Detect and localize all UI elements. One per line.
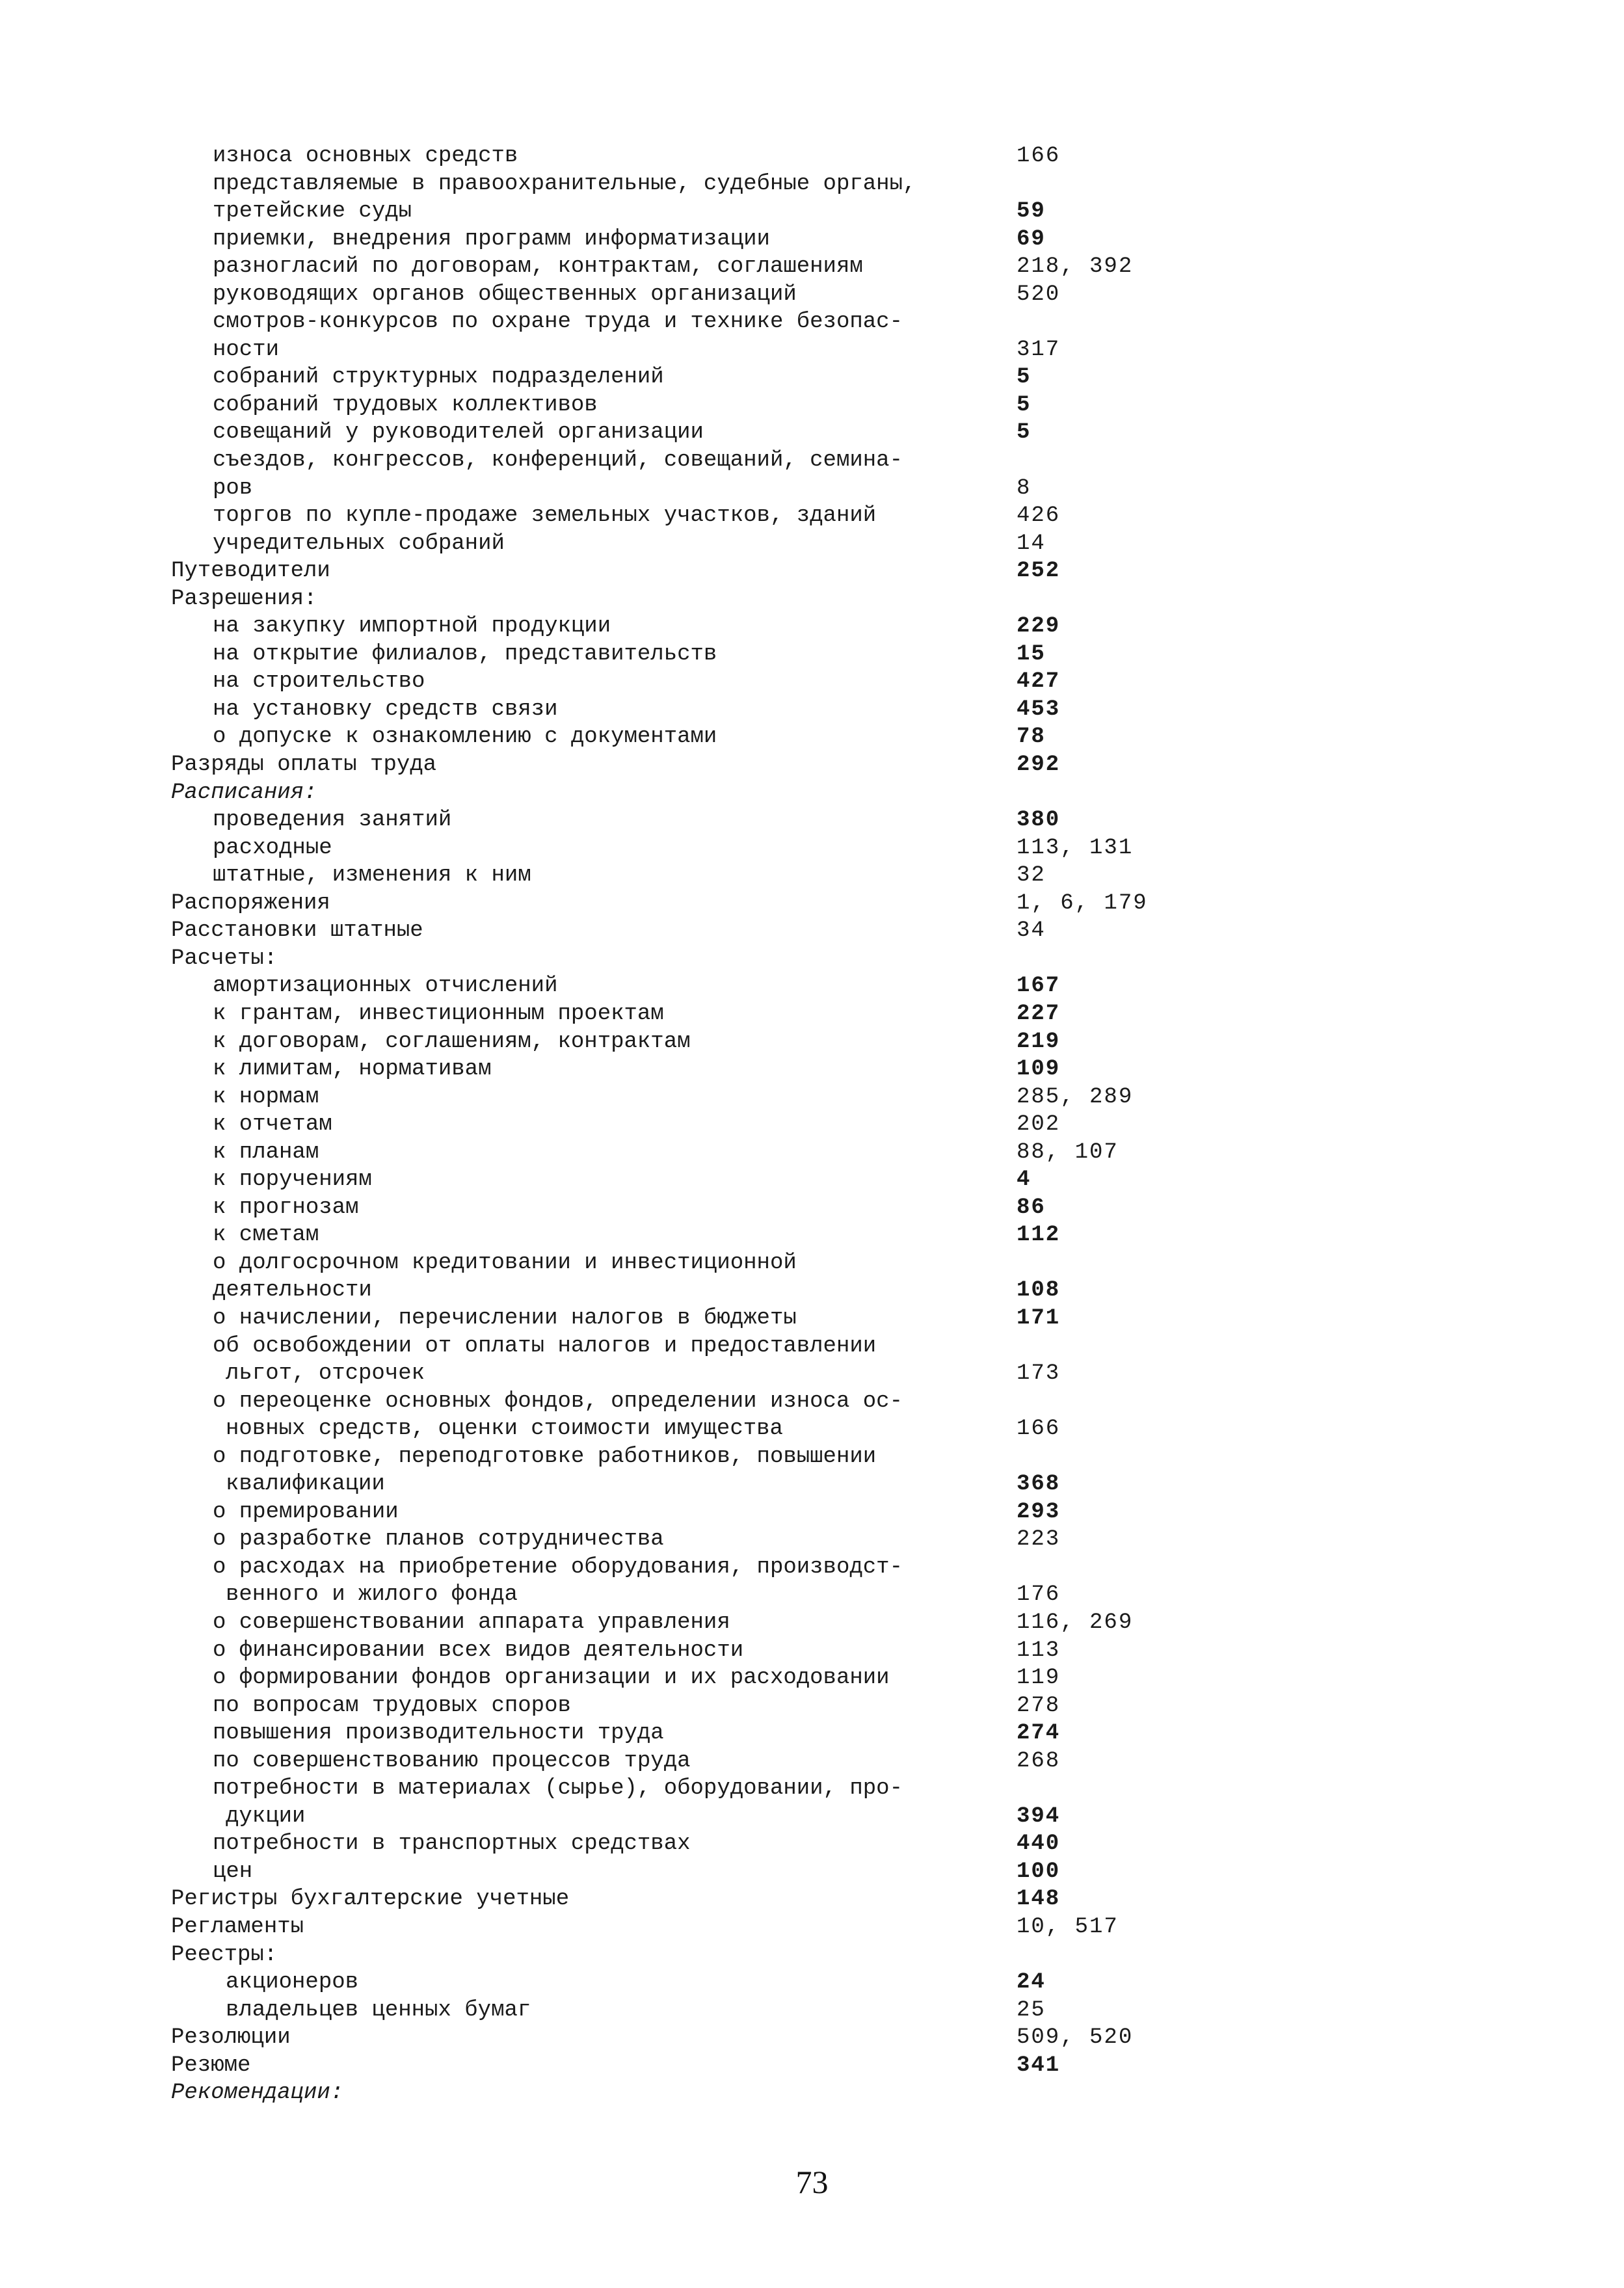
index-page-ref: 268 bbox=[1017, 1748, 1061, 1774]
index-page-ref: 176 bbox=[1017, 1582, 1061, 1608]
index-page-ref: 8 bbox=[1017, 475, 1032, 501]
index-entry bbox=[171, 1775, 1212, 1803]
index-page-ref: 78 bbox=[1017, 725, 1046, 750]
index-term: амортизационных отчислений bbox=[213, 974, 558, 999]
index-term: о финансировании всех видов деятельности bbox=[213, 1638, 744, 1663]
index-term: дукции bbox=[226, 1803, 306, 1829]
index-entry bbox=[171, 142, 1212, 170]
index-entry bbox=[171, 1748, 1212, 1776]
index-entry bbox=[171, 336, 1212, 364]
index-term: владельцев ценных бумаг bbox=[226, 1997, 531, 2023]
index-term: на закупку импортной продукции bbox=[213, 614, 611, 639]
index-entry bbox=[171, 392, 1212, 419]
index-page-ref: 426 bbox=[1017, 503, 1061, 529]
index-page-ref: 166 bbox=[1017, 1417, 1061, 1442]
index-entry bbox=[171, 1830, 1212, 1858]
index-term: к поручениям bbox=[213, 1167, 372, 1193]
index-term: собраний трудовых коллективов bbox=[213, 392, 598, 418]
index-term: о начислении, перечислении налогов в бюджеты bbox=[213, 1305, 797, 1331]
index-term: новных средств, оценки стоимости имущества bbox=[226, 1417, 783, 1442]
index-entry bbox=[171, 1194, 1212, 1222]
index-entry bbox=[171, 1664, 1212, 1692]
index-entry bbox=[171, 1941, 1212, 1969]
index-page-ref: 274 bbox=[1017, 1721, 1061, 1746]
index-page-ref: 285, 289 bbox=[1017, 1084, 1134, 1110]
index-term: разногласий по договорам, контрактам, соглашениям bbox=[213, 254, 863, 280]
index-term: расходные bbox=[213, 835, 332, 860]
index-entry bbox=[171, 945, 1212, 973]
index-page-ref: 380 bbox=[1017, 808, 1061, 833]
index-term: Регламенты bbox=[171, 1915, 304, 1939]
index-page-ref: 252 bbox=[1017, 559, 1061, 584]
index-page-ref: 69 bbox=[1017, 226, 1046, 252]
index-entry bbox=[171, 1111, 1212, 1139]
index-page-ref: 167 bbox=[1017, 974, 1061, 999]
index-term: Резолюции bbox=[171, 2025, 291, 2051]
index-term: о долгосрочном кредитовании и инвестиционной bbox=[213, 1250, 797, 1275]
index-page-ref: 5 bbox=[1017, 365, 1032, 390]
index-page-ref: 219 bbox=[1017, 1029, 1061, 1054]
index-page-ref: 394 bbox=[1017, 1803, 1061, 1829]
index-entry bbox=[171, 447, 1212, 475]
index-entry bbox=[171, 1858, 1212, 1886]
index-term: Реестры: bbox=[171, 1942, 278, 1967]
index-entry bbox=[171, 308, 1212, 336]
index-entry bbox=[171, 2024, 1212, 2052]
index-term: торгов по купле-продаже земельных участков, зданий bbox=[213, 503, 877, 529]
index-term: представляемые в правоохранительные, судебные органы, bbox=[213, 171, 916, 196]
index-entry bbox=[171, 281, 1212, 309]
index-term: деятельности bbox=[213, 1278, 372, 1303]
index-term: к нормам bbox=[213, 1084, 319, 1110]
index-term: цен bbox=[213, 1859, 253, 1884]
index-page-ref: 10, 517 bbox=[1017, 1915, 1119, 1939]
index-page-ref: 25 bbox=[1017, 1997, 1046, 2023]
index-entry bbox=[171, 834, 1212, 862]
index-page-ref: 440 bbox=[1017, 1831, 1061, 1857]
index-term: Разрешения: bbox=[171, 586, 317, 611]
index-entry bbox=[171, 1056, 1212, 1084]
index-page-ref: 5 bbox=[1017, 392, 1032, 418]
index-term: руководящих органов общественных организаций bbox=[213, 282, 797, 307]
index-term: на строительство bbox=[213, 669, 425, 695]
index-term: ров bbox=[213, 475, 253, 501]
index-page-ref: 32 bbox=[1017, 863, 1046, 888]
index-entry bbox=[171, 530, 1212, 558]
index-page-ref: 148 bbox=[1017, 1887, 1061, 1912]
index-entry bbox=[171, 1249, 1212, 1277]
index-entry bbox=[171, 972, 1212, 1000]
index-term: Расстановки штатные bbox=[171, 918, 423, 944]
index-entry bbox=[171, 668, 1212, 696]
index-term: третейские суды bbox=[213, 199, 412, 224]
index-term: собраний структурных подразделений bbox=[213, 365, 664, 390]
index-term: проведения занятий bbox=[213, 808, 452, 833]
index-term: к отчетам bbox=[213, 1112, 332, 1137]
index-term: к грантам, инвестиционным проектам bbox=[213, 1001, 664, 1026]
index-entry bbox=[171, 585, 1212, 613]
index-term: повышения производительности труда bbox=[213, 1721, 664, 1746]
index-entry bbox=[171, 1526, 1212, 1554]
index-page-ref: 100 bbox=[1017, 1859, 1061, 1884]
index-entry bbox=[171, 1885, 1212, 1913]
index-entry bbox=[171, 1333, 1212, 1361]
index-page-ref: 218, 392 bbox=[1017, 254, 1134, 280]
index-page-ref: 116, 269 bbox=[1017, 1610, 1134, 1635]
index-entry bbox=[171, 1000, 1212, 1028]
index-page-ref: 119 bbox=[1017, 1666, 1061, 1691]
index-entry bbox=[171, 1139, 1212, 1167]
index-term: о премировании bbox=[213, 1499, 399, 1524]
index-term: по совершенствованию процессов труда bbox=[213, 1748, 691, 1774]
index-page-ref: 368 bbox=[1017, 1472, 1061, 1497]
index-entry bbox=[171, 1969, 1212, 1997]
index-page-ref: 509, 520 bbox=[1017, 2025, 1134, 2051]
index-page-ref: 113, 131 bbox=[1017, 835, 1134, 860]
index-page-ref: 293 bbox=[1017, 1499, 1061, 1524]
index-entry bbox=[171, 1498, 1212, 1526]
index-term: о переоценке основных фондов, определении износа ос- bbox=[213, 1389, 903, 1414]
index-entry bbox=[171, 557, 1212, 585]
index-entry bbox=[171, 198, 1212, 226]
index-entry bbox=[171, 1581, 1212, 1609]
index-term: на открытие филиалов, представительств bbox=[213, 641, 717, 667]
index-entry bbox=[171, 1166, 1212, 1194]
index-page-ref: 88, 107 bbox=[1017, 1139, 1119, 1165]
index-term: износа основных средств bbox=[213, 144, 518, 168]
index-entry bbox=[171, 613, 1212, 641]
index-term: на установку средств связи bbox=[213, 697, 558, 722]
index-term: Рекомендации: bbox=[171, 2081, 344, 2106]
index-page-ref: 292 bbox=[1017, 752, 1061, 778]
index-entry bbox=[171, 475, 1212, 503]
subject-index-list bbox=[171, 142, 1212, 2107]
index-term: Разряды оплаты труда bbox=[171, 752, 437, 778]
index-page-ref: 24 bbox=[1017, 1970, 1046, 1995]
index-term: к договорам, соглашениям, контрактам bbox=[213, 1029, 691, 1054]
index-page-ref: 317 bbox=[1017, 337, 1061, 362]
index-term: съездов, конгрессов, конференций, совещаний, семина- bbox=[213, 448, 903, 473]
index-entry bbox=[171, 1913, 1212, 1941]
index-entry bbox=[171, 917, 1212, 945]
index-term: совещаний у руководителей организации bbox=[213, 420, 704, 446]
index-entry bbox=[171, 1084, 1212, 1111]
index-entry bbox=[171, 1720, 1212, 1748]
index-page-ref: 171 bbox=[1017, 1305, 1061, 1331]
index-page-ref: 166 bbox=[1017, 144, 1061, 168]
index-entry bbox=[171, 696, 1212, 724]
index-entry bbox=[171, 1803, 1212, 1831]
index-entry bbox=[171, 419, 1212, 447]
index-term: квалификации bbox=[226, 1472, 385, 1497]
index-entry bbox=[171, 806, 1212, 834]
index-entry bbox=[171, 1305, 1212, 1333]
index-page-ref: 1, 6, 179 bbox=[1017, 890, 1148, 916]
index-entry bbox=[171, 751, 1212, 779]
index-page-ref: 14 bbox=[1017, 531, 1046, 556]
index-page-ref: 59 bbox=[1017, 199, 1046, 224]
index-term: льгот, отсрочек bbox=[226, 1361, 425, 1387]
index-term: по вопросам трудовых споров bbox=[213, 1693, 571, 1718]
index-page-ref: 109 bbox=[1017, 1057, 1061, 1082]
index-entry bbox=[171, 253, 1212, 281]
index-term: штатные, изменения к ним bbox=[213, 863, 531, 888]
index-page-ref: 15 bbox=[1017, 641, 1046, 667]
index-term: о разработке планов сотрудничества bbox=[213, 1527, 664, 1552]
index-entry bbox=[171, 1415, 1212, 1443]
index-entry bbox=[171, 779, 1212, 807]
index-term: ности bbox=[213, 337, 280, 362]
index-term: об освобождении от оплаты налогов и предоставлении bbox=[213, 1333, 877, 1359]
index-term: Расчеты: bbox=[171, 946, 278, 971]
index-entry bbox=[171, 1692, 1212, 1720]
index-entry bbox=[171, 2052, 1212, 2080]
index-page-ref: 427 bbox=[1017, 669, 1061, 695]
index-term: Распоряжения bbox=[171, 890, 330, 916]
page-number: 73 bbox=[795, 2164, 829, 2200]
index-entry bbox=[171, 862, 1212, 890]
index-page-ref: 520 bbox=[1017, 282, 1061, 307]
index-term: потребности в транспортных средствах bbox=[213, 1831, 691, 1857]
index-entry bbox=[171, 1637, 1212, 1665]
index-entry bbox=[171, 1028, 1212, 1056]
index-entry bbox=[171, 1277, 1212, 1305]
index-page-ref: 453 bbox=[1017, 697, 1061, 722]
index-entry bbox=[171, 1554, 1212, 1582]
index-entry bbox=[171, 723, 1212, 751]
index-entry bbox=[171, 1388, 1212, 1416]
index-entry bbox=[171, 1997, 1212, 2025]
index-term: к сметам bbox=[213, 1223, 319, 1248]
index-page-ref: 202 bbox=[1017, 1112, 1061, 1137]
index-entry bbox=[171, 1443, 1212, 1471]
index-entry bbox=[171, 1470, 1212, 1498]
index-entry bbox=[171, 1360, 1212, 1388]
index-entry bbox=[171, 2079, 1212, 2107]
index-term: о совершенствовании аппарата управления bbox=[213, 1610, 730, 1635]
index-entry bbox=[171, 1221, 1212, 1249]
index-term: Путеводители bbox=[171, 559, 330, 584]
index-entry bbox=[171, 364, 1212, 392]
index-page-ref: 341 bbox=[1017, 2053, 1061, 2078]
index-page-ref: 227 bbox=[1017, 1001, 1061, 1026]
index-page-ref: 278 bbox=[1017, 1693, 1061, 1718]
index-page-ref: 34 bbox=[1017, 918, 1046, 944]
index-term: смотров-конкурсов по охране труда и технике безопас- bbox=[213, 310, 903, 335]
index-entry bbox=[171, 226, 1212, 254]
index-page-ref: 113 bbox=[1017, 1638, 1061, 1663]
index-entry bbox=[171, 502, 1212, 530]
index-term: о подготовке, переподготовке работников, повышении bbox=[213, 1444, 877, 1469]
index-term: к планам bbox=[213, 1139, 319, 1165]
index-page-ref: 4 bbox=[1017, 1167, 1032, 1193]
index-page-ref: 108 bbox=[1017, 1278, 1061, 1303]
index-page-ref: 86 bbox=[1017, 1195, 1046, 1220]
index-term: Расписания: bbox=[171, 780, 317, 805]
index-page-ref: 223 bbox=[1017, 1527, 1061, 1552]
index-entry bbox=[171, 1609, 1212, 1637]
index-term: венного и жилого фонда bbox=[226, 1582, 518, 1608]
index-term: потребности в материалах (сырье), оборудовании, про- bbox=[213, 1776, 903, 1802]
index-entry bbox=[171, 170, 1212, 198]
index-term: о допуске к ознакомлению с документами bbox=[213, 725, 717, 750]
index-page-ref: 229 bbox=[1017, 614, 1061, 639]
index-page-ref: 5 bbox=[1017, 420, 1032, 446]
index-term: Регистры бухгалтерские учетные bbox=[171, 1887, 570, 1912]
index-entry bbox=[171, 890, 1212, 918]
index-term: акционеров bbox=[226, 1970, 359, 1995]
index-term: Резюме bbox=[171, 2053, 251, 2078]
index-term: к прогнозам bbox=[213, 1195, 359, 1220]
index-term: к лимитам, нормативам bbox=[213, 1057, 492, 1082]
index-term: приемки, внедрения программ информатизации bbox=[213, 226, 770, 252]
index-term: о расходах на приобретение оборудования, производст- bbox=[213, 1554, 903, 1580]
index-term: учредительных собраний bbox=[213, 531, 505, 556]
index-term: о формировании фондов организации и их расходовании bbox=[213, 1666, 890, 1691]
index-page-ref: 173 bbox=[1017, 1361, 1061, 1387]
index-entry bbox=[171, 641, 1212, 669]
index-page-ref: 112 bbox=[1017, 1223, 1061, 1248]
